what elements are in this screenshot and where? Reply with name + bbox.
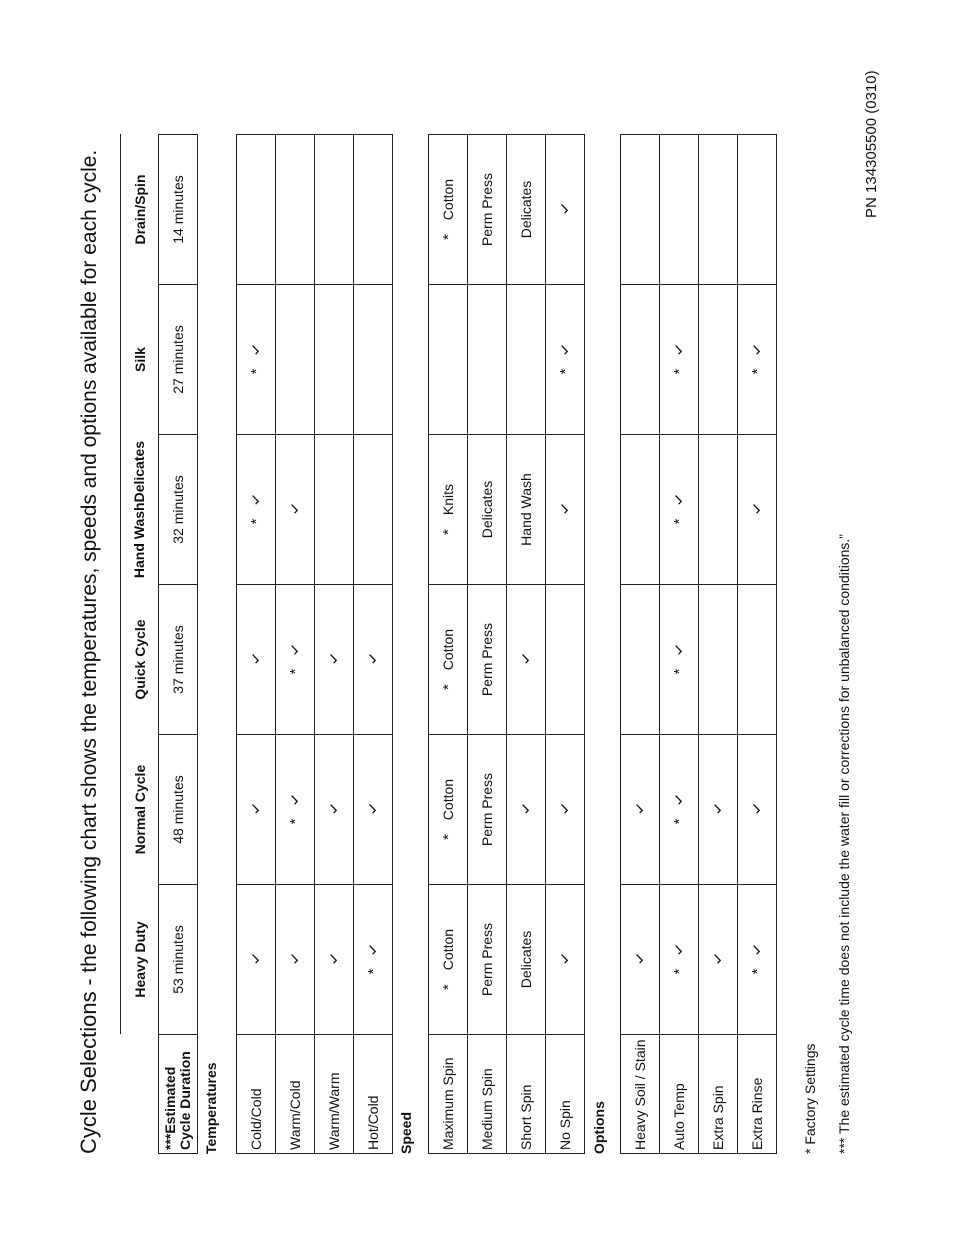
speed-cell-hand-wash bbox=[546, 435, 585, 585]
check-icon bbox=[291, 955, 298, 965]
temperature-cell-drain-spin bbox=[315, 135, 354, 285]
temperature-cell-normal-cycle bbox=[315, 735, 354, 885]
temperature-cell-drain-spin bbox=[237, 135, 276, 285]
option-cell-silk bbox=[738, 285, 777, 435]
check-icon bbox=[369, 805, 376, 815]
check-icon bbox=[330, 955, 337, 965]
check-icon bbox=[561, 505, 568, 515]
check-icon bbox=[675, 945, 682, 955]
temperature-cell-drain-spin bbox=[276, 135, 315, 285]
check-icon bbox=[291, 795, 298, 805]
temperature-cell-heavy-duty bbox=[276, 885, 315, 1035]
option-cell-silk bbox=[699, 285, 738, 435]
factory-setting-marker: * bbox=[439, 834, 457, 841]
option-row-label: Extra Rinse bbox=[738, 1035, 777, 1154]
option-row bbox=[660, 135, 699, 1154]
factory-setting-marker: * bbox=[439, 684, 457, 691]
temperature-row-label: Cold/Cold bbox=[237, 1035, 276, 1154]
temperature-cell-silk bbox=[237, 285, 276, 435]
check-icon bbox=[636, 955, 643, 965]
check-icon bbox=[675, 495, 682, 505]
check-icon bbox=[753, 945, 760, 955]
column-silk: Silk bbox=[121, 285, 159, 435]
temperature-row bbox=[237, 135, 276, 1154]
option-cell-hand-wash bbox=[738, 435, 777, 585]
options-table bbox=[620, 134, 777, 1154]
option-cell-quick-cycle bbox=[699, 585, 738, 735]
option-row bbox=[621, 135, 660, 1154]
temperature-cell-hand-wash bbox=[315, 435, 354, 585]
temperature-cell-normal-cycle bbox=[276, 735, 315, 885]
temperature-cell-quick-cycle bbox=[237, 585, 276, 735]
temperature-cell-quick-cycle bbox=[315, 585, 354, 735]
temperature-row bbox=[315, 135, 354, 1154]
factory-setting-marker: * bbox=[556, 368, 574, 375]
option-row bbox=[699, 135, 738, 1154]
check-icon bbox=[252, 955, 259, 965]
factory-setting-marker: * bbox=[439, 234, 457, 241]
option-cell-drain-spin bbox=[738, 135, 777, 285]
option-cell-drain-spin bbox=[660, 135, 699, 285]
duration-label: ***Estimated Cycle Duration bbox=[159, 1035, 198, 1154]
factory-setting-marker: * bbox=[286, 668, 304, 675]
speed-cell-quick-cycle bbox=[546, 585, 585, 735]
temperature-cell-quick-cycle bbox=[276, 585, 315, 735]
factory-setting-marker: * bbox=[247, 518, 265, 525]
check-icon bbox=[561, 205, 568, 215]
temperature-cell-heavy-duty bbox=[354, 885, 393, 1035]
check-icon bbox=[522, 655, 529, 665]
speed-row-label: No Spin bbox=[546, 1035, 585, 1154]
duration-row bbox=[159, 135, 198, 1154]
check-icon bbox=[675, 345, 682, 355]
option-row bbox=[738, 135, 777, 1154]
option-cell-normal-cycle bbox=[699, 735, 738, 885]
heading-rest: - the following chart shows the temperatures, speeds and options available for each cycle. bbox=[78, 149, 101, 992]
temperature-cell-hand-wash bbox=[354, 435, 393, 585]
temperature-cell-hand-wash bbox=[237, 435, 276, 585]
option-row-label: Auto Temp bbox=[660, 1035, 699, 1154]
speed-cell-heavy-duty: Delicates bbox=[507, 885, 546, 1035]
column-normal-cycle: Normal Cycle bbox=[121, 735, 159, 885]
check-icon bbox=[753, 805, 760, 815]
speed-cell-heavy-duty bbox=[546, 885, 585, 1035]
duration-drain-spin: 14 minutes bbox=[159, 135, 198, 285]
speed-row bbox=[507, 135, 546, 1154]
duration-normal-cycle: 48 minutes bbox=[159, 735, 198, 885]
speed-cell-drain-spin bbox=[546, 135, 585, 285]
option-cell-heavy-duty bbox=[738, 885, 777, 1035]
speed-row bbox=[468, 135, 507, 1154]
temperature-cell-heavy-duty bbox=[237, 885, 276, 1035]
column-header-row bbox=[121, 135, 159, 1154]
temperature-row bbox=[354, 135, 393, 1154]
check-icon bbox=[330, 805, 337, 815]
section-title-speed: Speed bbox=[398, 1111, 414, 1154]
check-icon bbox=[369, 945, 376, 955]
factory-setting-marker: * bbox=[670, 818, 688, 825]
check-icon bbox=[291, 645, 298, 655]
option-cell-silk bbox=[660, 285, 699, 435]
factory-setting-marker: * bbox=[670, 518, 688, 525]
option-cell-quick-cycle bbox=[738, 585, 777, 735]
speed-table bbox=[428, 134, 585, 1154]
temperature-cell-hand-wash bbox=[276, 435, 315, 585]
speed-cell-quick-cycle: *Cotton bbox=[429, 585, 468, 735]
duration-heavy-duty: 53 minutes bbox=[159, 885, 198, 1035]
check-icon bbox=[753, 505, 760, 515]
check-icon bbox=[561, 955, 568, 965]
option-cell-normal-cycle bbox=[660, 735, 699, 885]
option-cell-drain-spin bbox=[699, 135, 738, 285]
factory-setting-marker: * bbox=[439, 984, 457, 991]
duration-silk: 27 minutes bbox=[159, 285, 198, 435]
speed-cell-quick-cycle: Perm Press bbox=[468, 585, 507, 735]
temperature-cell-silk bbox=[315, 285, 354, 435]
speed-cell-drain-spin: *Cotton bbox=[429, 135, 468, 285]
check-icon bbox=[675, 645, 682, 655]
temperature-row-label: Warm/Warm bbox=[315, 1035, 354, 1154]
speed-cell-silk bbox=[468, 285, 507, 435]
section-title-temperatures: Temperatures bbox=[203, 1062, 219, 1154]
speed-cell-quick-cycle bbox=[507, 585, 546, 735]
temperature-cell-silk bbox=[276, 285, 315, 435]
factory-setting-marker: * bbox=[247, 368, 265, 375]
temperatures-table bbox=[236, 134, 393, 1154]
option-cell-heavy-duty bbox=[699, 885, 738, 1035]
speed-row bbox=[429, 135, 468, 1154]
page-heading bbox=[76, 150, 102, 1154]
check-icon bbox=[636, 805, 643, 815]
option-row-label: Extra Spin bbox=[699, 1035, 738, 1154]
check-icon bbox=[714, 805, 721, 815]
speed-cell-silk bbox=[429, 285, 468, 435]
duration-hand-wash: 32 minutes bbox=[159, 435, 198, 585]
temperature-cell-heavy-duty bbox=[315, 885, 354, 1035]
column-heavy-duty: Heavy Duty bbox=[121, 885, 159, 1035]
speed-cell-hand-wash: Hand Wash bbox=[507, 435, 546, 585]
option-cell-hand-wash bbox=[660, 435, 699, 585]
speed-cell-normal-cycle bbox=[546, 735, 585, 885]
check-icon bbox=[714, 955, 721, 965]
option-cell-silk bbox=[621, 285, 660, 435]
temperature-cell-quick-cycle bbox=[354, 585, 393, 735]
option-cell-normal-cycle bbox=[738, 735, 777, 885]
duration-quick-cycle: 37 minutes bbox=[159, 585, 198, 735]
check-icon bbox=[369, 655, 376, 665]
speed-cell-heavy-duty: Perm Press bbox=[468, 885, 507, 1035]
footnote-estimated-time: *** The estimated cycle time does not include the water fill or corrections for unbalanced conditions.” bbox=[836, 534, 852, 1154]
column-quick-cycle: Quick Cycle bbox=[121, 585, 159, 735]
factory-setting-marker: * bbox=[439, 529, 457, 535]
factory-setting-marker: * bbox=[670, 668, 688, 675]
check-icon bbox=[252, 495, 259, 505]
speed-row bbox=[546, 135, 585, 1154]
check-icon bbox=[252, 655, 259, 665]
column-drain-spin: Drain/Spin bbox=[121, 135, 159, 285]
option-cell-quick-cycle bbox=[621, 585, 660, 735]
footnote-factory-settings: * Factory Settings bbox=[802, 1043, 818, 1154]
check-icon bbox=[675, 795, 682, 805]
option-cell-normal-cycle bbox=[621, 735, 660, 885]
option-cell-hand-wash bbox=[621, 435, 660, 585]
speed-cell-normal-cycle: Perm Press bbox=[468, 735, 507, 885]
check-icon bbox=[561, 345, 568, 355]
factory-setting-marker: * bbox=[748, 368, 766, 375]
check-icon bbox=[252, 345, 259, 355]
speed-cell-normal-cycle: *Cotton bbox=[429, 735, 468, 885]
speed-cell-silk bbox=[507, 285, 546, 435]
factory-setting-marker: * bbox=[286, 818, 304, 825]
option-row-label: Heavy Soil / Stain bbox=[621, 1035, 660, 1154]
check-icon bbox=[753, 345, 760, 355]
temperature-cell-silk bbox=[354, 285, 393, 435]
speed-cell-silk bbox=[546, 285, 585, 435]
speed-row-label: Medium Spin bbox=[468, 1035, 507, 1154]
option-cell-hand-wash bbox=[699, 435, 738, 585]
section-title-options: Options bbox=[591, 1101, 607, 1154]
temperature-row-label: Warm/Cold bbox=[276, 1035, 315, 1154]
option-cell-quick-cycle bbox=[660, 585, 699, 735]
check-icon bbox=[330, 655, 337, 665]
temperature-cell-normal-cycle bbox=[354, 735, 393, 885]
check-icon bbox=[522, 805, 529, 815]
speed-cell-heavy-duty: *Cotton bbox=[429, 885, 468, 1035]
option-cell-heavy-duty bbox=[660, 885, 699, 1035]
speed-cell-normal-cycle bbox=[507, 735, 546, 885]
check-icon bbox=[252, 805, 259, 815]
temperature-cell-normal-cycle bbox=[237, 735, 276, 885]
factory-setting-marker: * bbox=[364, 968, 382, 975]
temperature-cell-drain-spin bbox=[354, 135, 393, 285]
speed-cell-hand-wash: *Knits bbox=[429, 435, 468, 585]
speed-cell-drain-spin: Delicates bbox=[507, 135, 546, 285]
option-cell-drain-spin bbox=[621, 135, 660, 285]
speed-cell-drain-spin: Perm Press bbox=[468, 135, 507, 285]
factory-setting-marker: * bbox=[670, 368, 688, 375]
speed-row-label: Maximum Spin bbox=[429, 1035, 468, 1154]
factory-setting-marker: * bbox=[670, 968, 688, 975]
check-icon bbox=[561, 805, 568, 815]
temperature-row-label: Hot/Cold bbox=[354, 1035, 393, 1154]
cycle-header-table bbox=[120, 134, 198, 1154]
temperature-row bbox=[276, 135, 315, 1154]
check-icon bbox=[291, 505, 298, 515]
factory-setting-marker: * bbox=[748, 968, 766, 975]
speed-row-label: Short Spin bbox=[507, 1035, 546, 1154]
option-cell-heavy-duty bbox=[621, 885, 660, 1035]
heading-lead: Cycle Selections bbox=[76, 991, 101, 1154]
speed-cell-hand-wash: Delicates bbox=[468, 435, 507, 585]
part-number: PN 134305500 (0310) bbox=[863, 70, 880, 218]
column-hand-wash: Hand WashDelicates bbox=[121, 435, 159, 585]
